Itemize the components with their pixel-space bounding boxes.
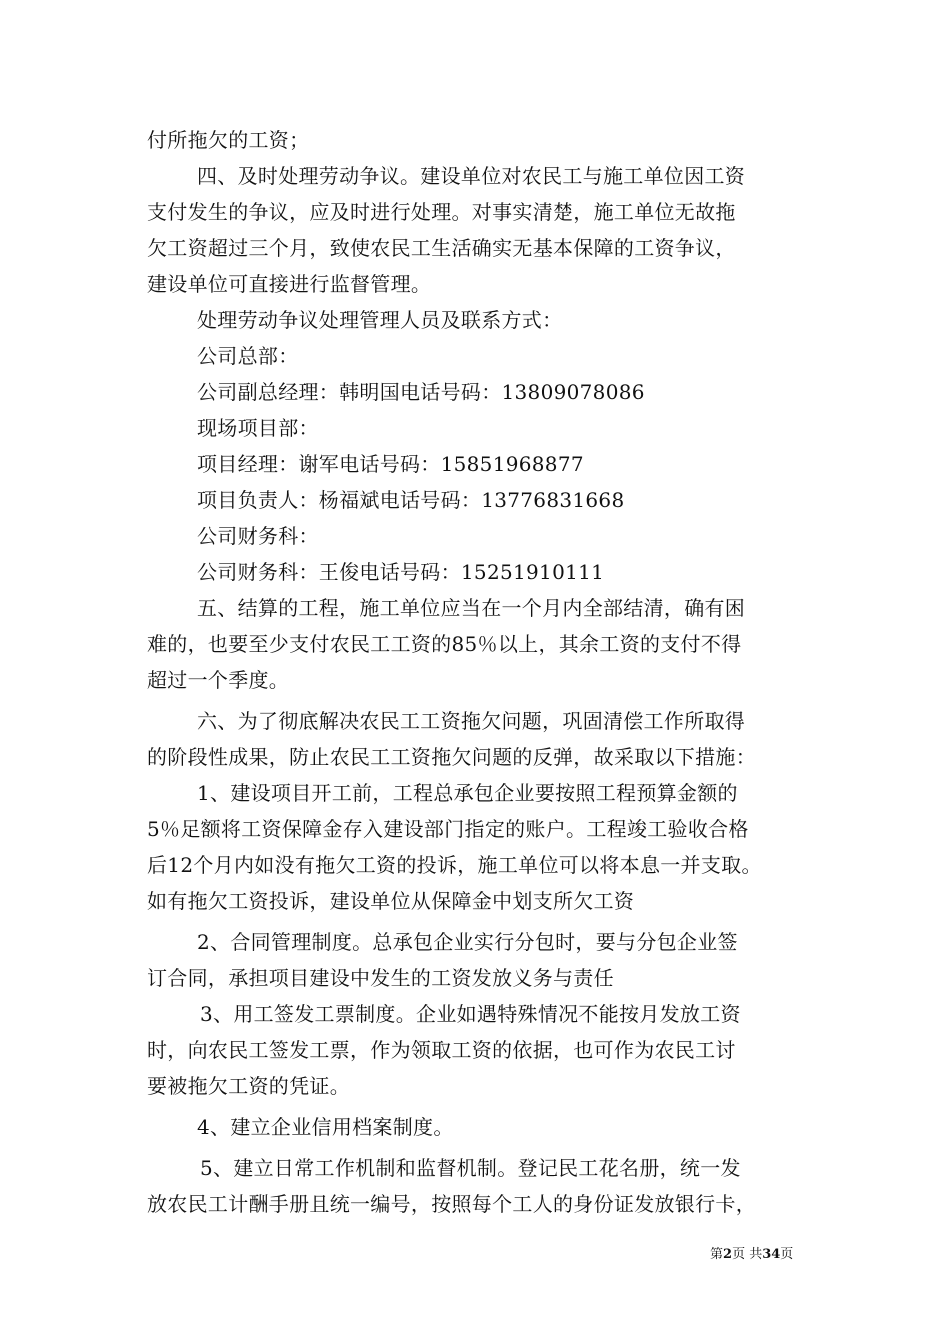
text-line: 超过一个季度。 xyxy=(147,668,290,692)
text-line: 5、建立日常工作机制和监督机制。登记民工花名册，统一发 xyxy=(200,1156,741,1180)
text-line: 3、用工签发工票制度。企业如遇特殊情况不能按月发放工资 xyxy=(200,1002,741,1026)
text-line: 项目负责人：杨福斌电话号码：13776831668 xyxy=(197,488,625,512)
text-line: 的阶段性成果，防止农民工工资拖欠问题的反弹，故采取以下措施： xyxy=(147,745,756,769)
text-line: 公司总部： xyxy=(197,344,299,368)
text-line: 5％足额将工资保障金存入建设部门指定的账户。工程竣工验收合格 xyxy=(147,817,749,841)
text-line: 现场项目部： xyxy=(197,416,319,440)
total-page-count: 34 xyxy=(762,1247,781,1262)
text-line: 支付发生的争议，应及时进行处理。对事实清楚，施工单位无故拖 xyxy=(147,200,736,224)
text-line: 4、建立企业信用档案制度。 xyxy=(197,1115,454,1139)
page-footer xyxy=(710,1246,793,1264)
footer-suffix: 页 xyxy=(780,1247,794,1262)
text-line: 1、建设项目开工前，工程总承包企业要按照工程预算金额的 xyxy=(197,781,738,805)
text-line: 如有拖欠工资投诉，建设单位从保障金中划支所欠工资 xyxy=(147,889,635,913)
text-line: 2、合同管理制度。总承包企业实行分包时，要与分包企业签 xyxy=(197,930,738,954)
text-line: 公司副总经理：韩明国电话号码：13809078086 xyxy=(197,380,645,404)
footer-middle: 页 共 xyxy=(732,1247,763,1262)
text-line: 欠工资超过三个月，致使农民工生活确实无基本保障的工资争议， xyxy=(147,236,736,260)
text-line: 要被拖欠工资的凭证。 xyxy=(147,1074,350,1098)
text-line: 付所拖欠的工资； xyxy=(147,128,310,152)
text-line: 公司财务科： xyxy=(197,524,319,548)
text-line: 难的，也要至少支付农民工工资的85％以上，其余工资的支付不得 xyxy=(147,632,742,656)
text-line: 处理劳动争议处理管理人员及联系方式： xyxy=(197,308,563,332)
text-line: 四、及时处理劳动争议。建设单位对农民工与施工单位因工资 xyxy=(197,164,746,188)
text-line: 放农民工计酬手册且统一编号，按照每个工人的身份证发放银行卡， xyxy=(147,1192,756,1216)
footer-prefix: 第 xyxy=(710,1247,724,1262)
text-line: 公司财务科：王俊电话号码：15251910111 xyxy=(197,560,605,584)
text-line: 订合同，承担项目建设中发生的工资发放义务与责任 xyxy=(147,966,614,990)
text-line: 项目经理：谢军电话号码：15851968877 xyxy=(197,452,584,476)
text-line: 六、为了彻底解决农民工工资拖欠问题，巩固清偿工作所取得 xyxy=(197,709,746,733)
text-line: 建设单位可直接进行监督管理。 xyxy=(147,272,432,296)
text-line: 后12个月内如没有拖欠工资的投诉，施工单位可以将本息一并支取。 xyxy=(147,853,762,877)
text-line: 时，向农民工签发工票，作为领取工资的依据，也可作为农民工讨 xyxy=(147,1038,736,1062)
current-page-number: 2 xyxy=(723,1247,733,1262)
text-line: 五、结算的工程，施工单位应当在一个月内全部结清，确有困 xyxy=(197,596,746,620)
